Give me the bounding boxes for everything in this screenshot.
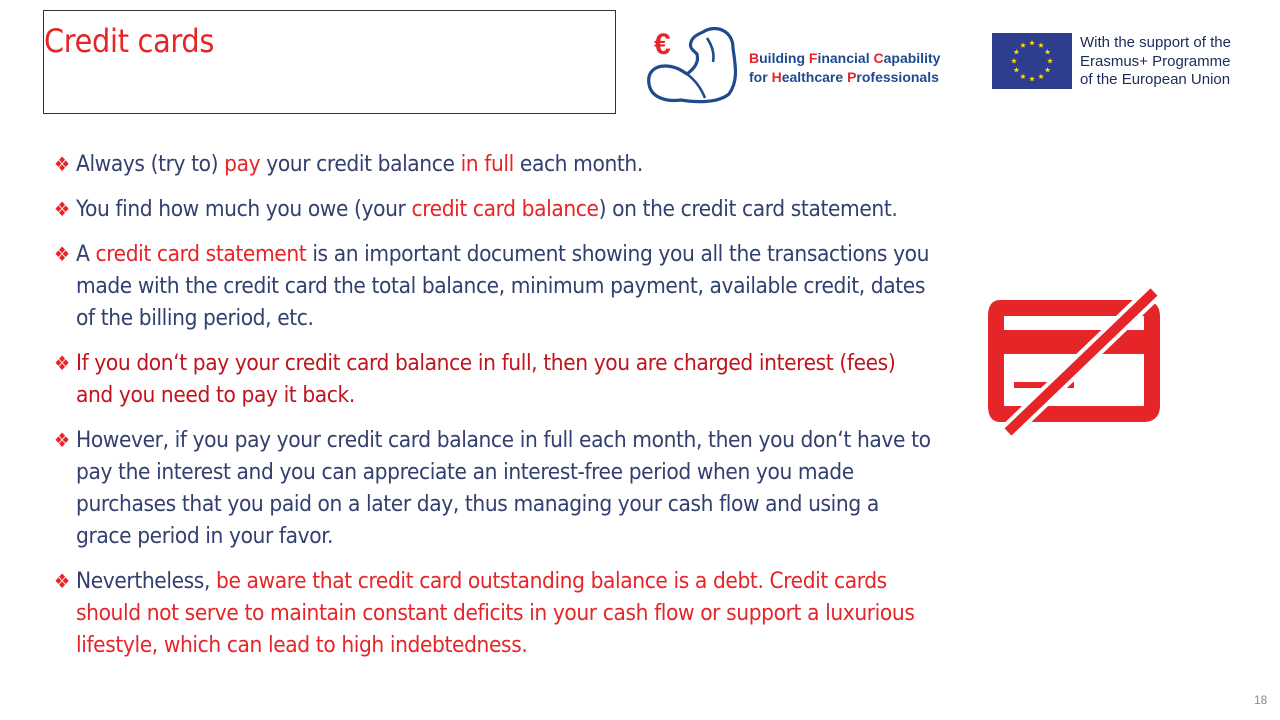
- bullet-text: However, if you pay your credit card balance in full each month, then you don‘t have to pay the interest and you can appreciate an interest-free period when you made purchases that you paid on a later day, thus managing your cash flow and using a grace period in your favor.: [76, 427, 931, 549]
- logo-line-2: [749, 68, 940, 87]
- bullet-text: Always (try to): [76, 151, 225, 177]
- bullet-text: ) on the credit card statement.: [598, 196, 898, 222]
- eu-support-text: [1080, 34, 1231, 90]
- logo-text-part: uilding: [759, 50, 809, 66]
- bullet-text: You find how much you owe (your: [76, 196, 412, 222]
- bullet-text: pay: [224, 151, 261, 177]
- bullet-marker-icon: ❖: [54, 428, 70, 452]
- bullet-text: each month.: [513, 151, 643, 177]
- title-box: [43, 10, 616, 114]
- logo-text-part: rofessionals: [856, 69, 939, 85]
- page-number: 18: [1254, 693, 1268, 707]
- eu-line-3: of the European Union: [1080, 71, 1231, 88]
- bullet-text: in full: [460, 151, 514, 177]
- logo-text-part: B: [749, 50, 760, 66]
- logo-text-part: H: [771, 69, 782, 85]
- logo-text: [749, 49, 940, 87]
- bullet-text: is an important document showing you all the transactions you made with the credit card the total balance, minimum payment, available credit, dates of the billing period, etc.: [76, 241, 930, 331]
- bullet-text: your credit balance: [260, 151, 461, 177]
- bullet-item: [54, 193, 934, 225]
- logo-text-part: F: [808, 50, 818, 66]
- bullet-text: be aware that credit card outstanding balance is a debt. Credit cards should not serve to maintain constant deficits in your cash flow or support a luxurious lifestyle, which can lead to high indebtedness.: [76, 568, 915, 658]
- euro-icon: €: [654, 28, 671, 61]
- logo-text-part: ealthcare: [781, 69, 848, 85]
- bullet-marker-icon: ❖: [54, 242, 70, 266]
- eu-flag-icon: [992, 33, 1072, 89]
- bullet-text: Nevertheless,: [76, 568, 217, 594]
- bullet-item: [54, 424, 934, 552]
- bullet-text: A: [76, 241, 96, 267]
- bullet-marker-icon: ❖: [54, 569, 70, 593]
- flexed-arm-icon: [645, 22, 745, 104]
- eu-line-1: With the support of the: [1080, 34, 1231, 51]
- logo-text-part: inancial: [817, 50, 874, 66]
- bullet-item: [54, 565, 934, 661]
- no-credit-card-icon: [984, 282, 1168, 442]
- bullet-text: credit card statement: [95, 241, 307, 267]
- bullet-item: [54, 148, 934, 180]
- logo-text-part: apability: [883, 50, 941, 66]
- bullet-item: [54, 238, 934, 334]
- slide-title: Credit cards: [44, 22, 215, 60]
- project-logo: [645, 22, 955, 104]
- logo-text-part: P: [847, 69, 857, 85]
- bullet-list: [54, 148, 934, 674]
- logo-text-part: C: [873, 50, 884, 66]
- bullet-text: credit card balance: [411, 196, 599, 222]
- bullet-marker-icon: ❖: [54, 152, 70, 176]
- logo-text-part: for: [749, 69, 772, 85]
- bullet-marker-icon: ❖: [54, 351, 70, 375]
- bullet-text: If you don‘t pay your credit card balance in full, then you are charged interest (fees) and you need to pay it back.: [76, 350, 896, 408]
- bullet-item: [54, 347, 934, 411]
- eu-line-2: Erasmus+ Programme: [1080, 52, 1231, 70]
- bullet-marker-icon: ❖: [54, 197, 70, 221]
- logo-line-1: [749, 49, 940, 68]
